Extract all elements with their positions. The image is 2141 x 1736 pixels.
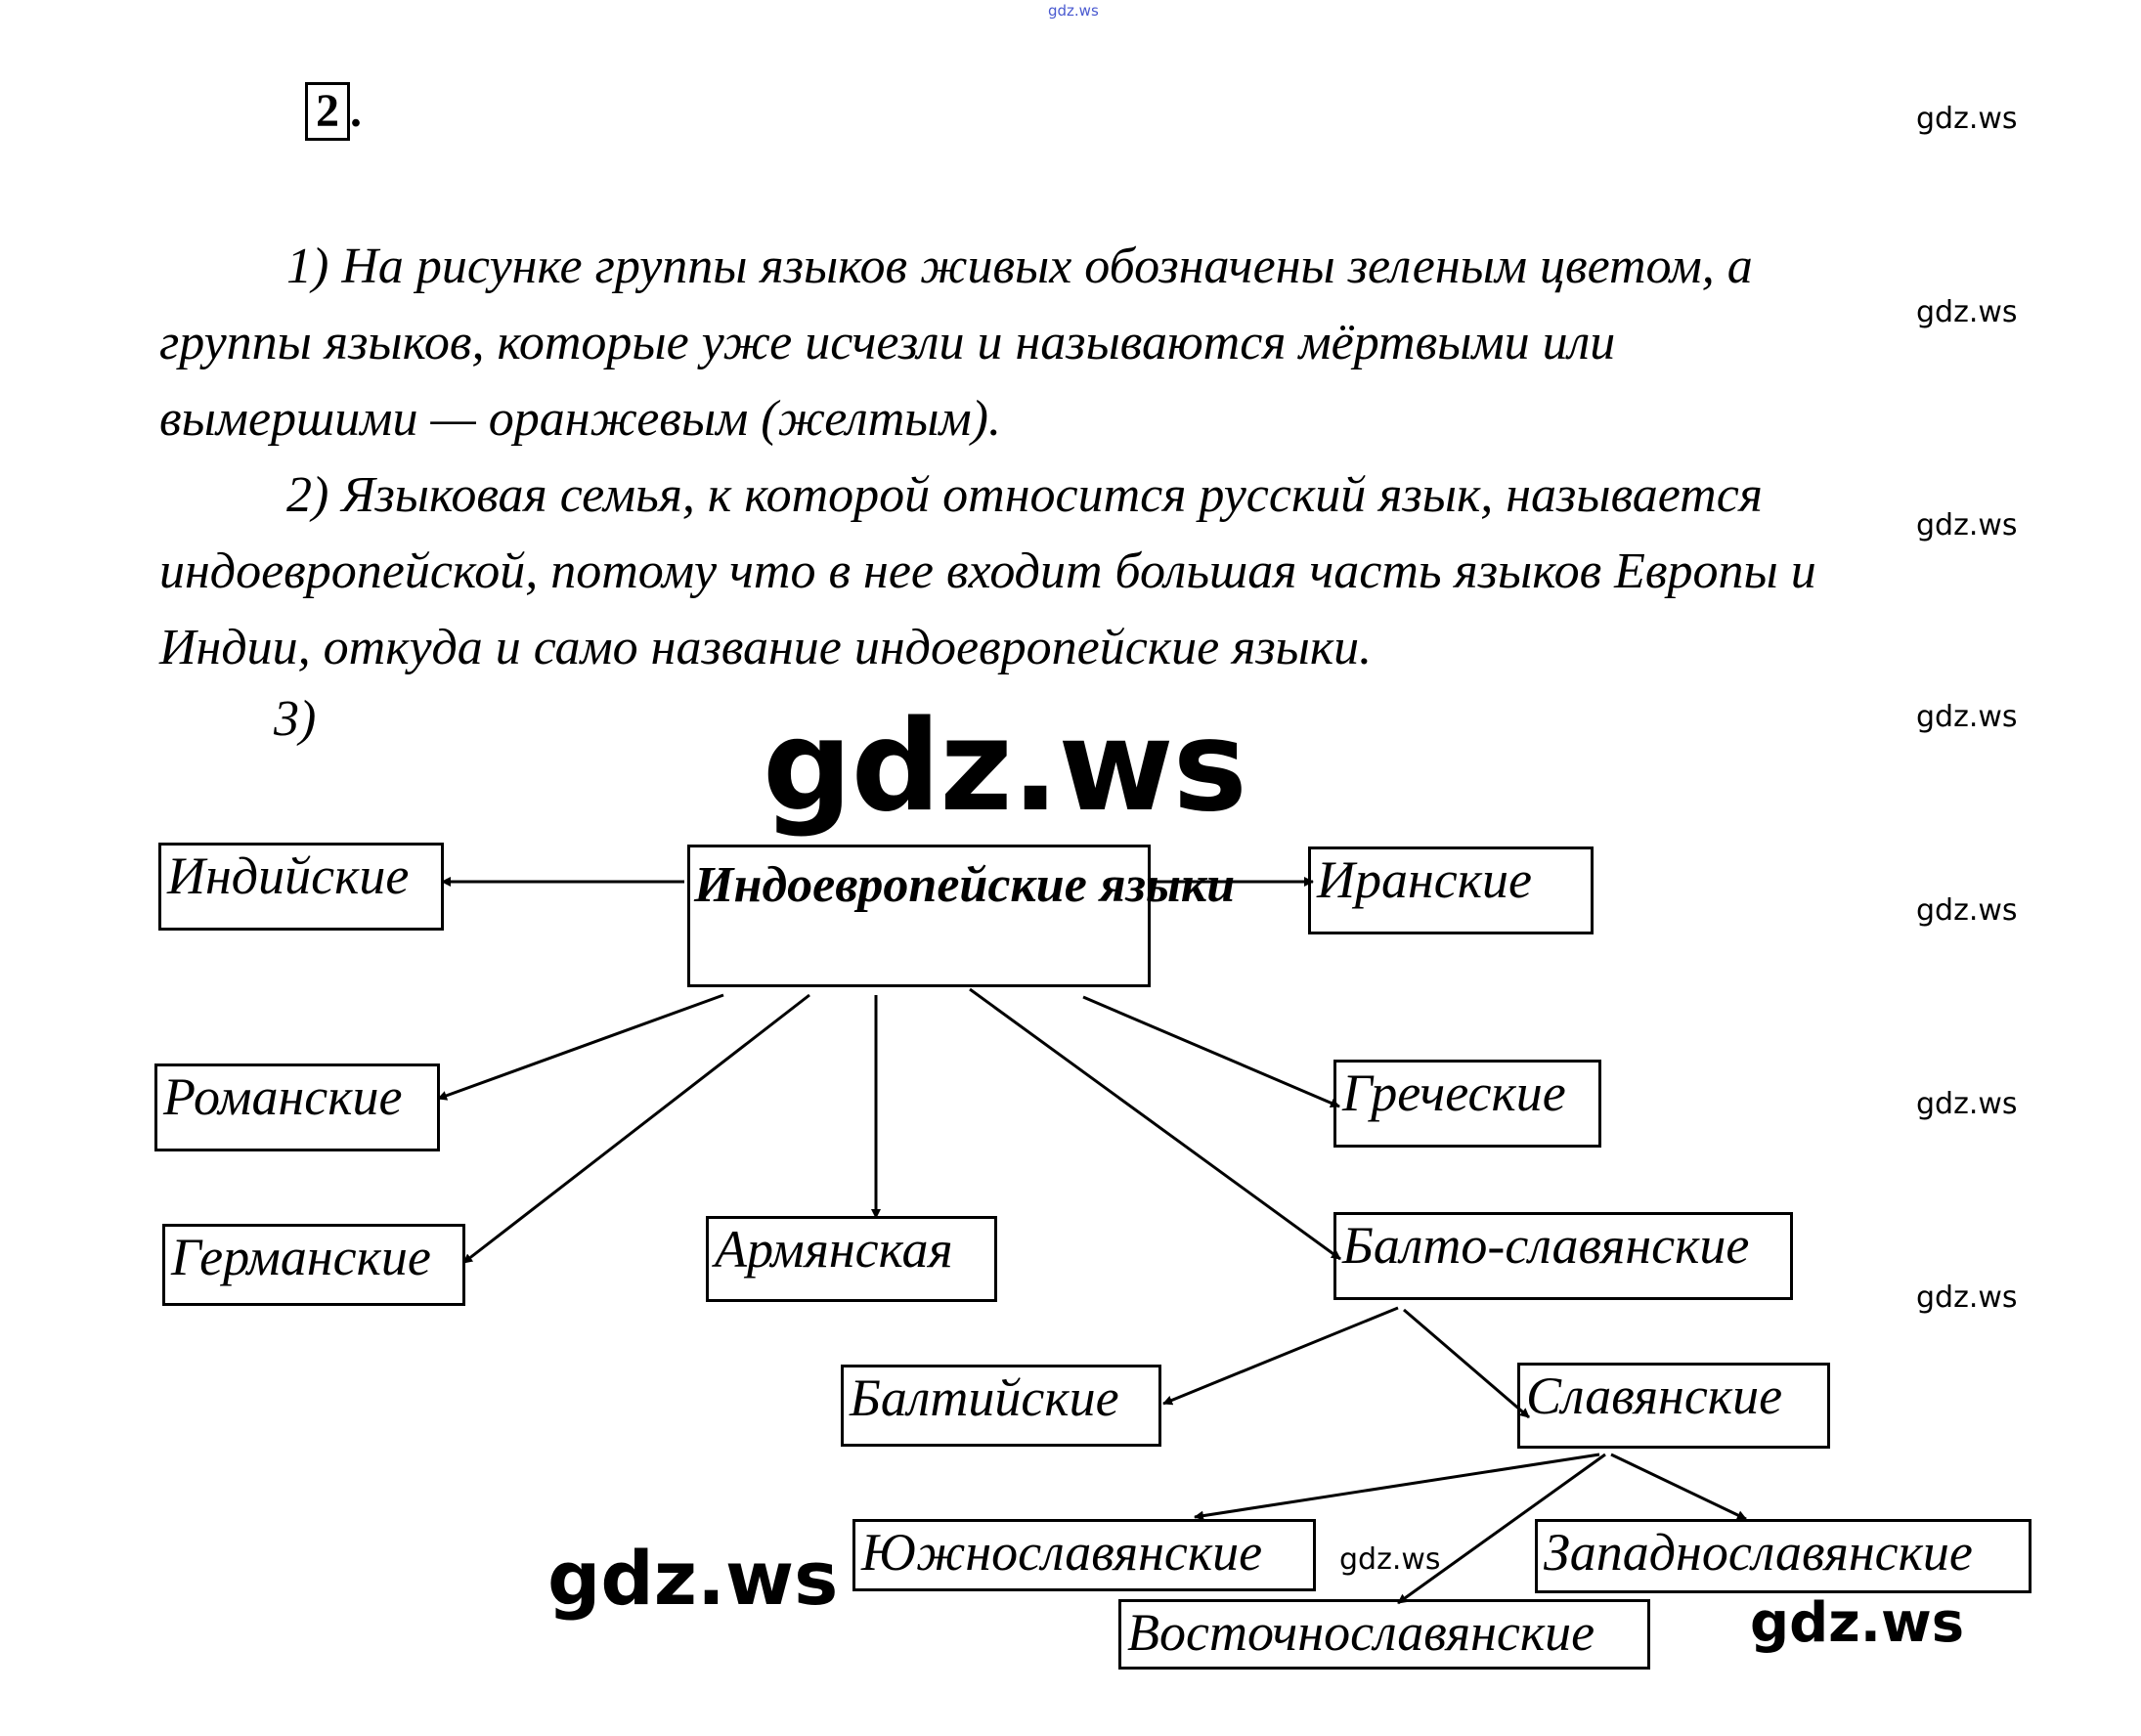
arrow-to-south-slavic [1195,1454,1599,1517]
watermark-side: gdz.ws [1916,102,2018,136]
node-armenian: Армянская [706,1216,997,1302]
node-iranian: Иранские [1308,846,1594,934]
node-slavic: Славянские [1517,1363,1830,1449]
node-balto-slavic: Балто-славянские [1333,1212,1793,1300]
arrow-to-baltic [1163,1308,1398,1404]
watermark-side: gdz.ws [1916,1280,2018,1315]
watermark-side: gdz.ws [1916,893,2018,928]
watermark-side: gdz.ws [1916,700,2018,734]
node-romance: Романские [154,1063,440,1151]
arrow-to-romance [438,995,723,1099]
node-germanic: Германские [162,1224,465,1306]
p2-line1: 2) Языковая семья, к которой относится русский язык, называется [286,467,1763,523]
arrow-to-west-slavic [1611,1454,1746,1519]
watermark-small-bottom: gdz.ws [1339,1542,1441,1577]
node-south-slavic: Южнославянские [852,1519,1316,1591]
arrow-to-slavic [1404,1310,1529,1417]
task-number-box: 2 [305,82,350,141]
task-number-dot: . [350,85,362,137]
arrow-to-greek [1083,997,1339,1107]
p1-line1: 1) На рисунке группы языков живых обозначены зеленым цветом, а [286,239,1753,294]
node-west-slavic: Западнославянские [1535,1519,2032,1593]
watermark-side: gdz.ws [1916,295,2018,329]
watermark-top: gdz.ws [1048,2,1099,20]
watermark-big-bottom-left: gdz.ws [547,1535,839,1622]
node-east-slavic: Восточнославянские [1118,1599,1650,1670]
watermark-bottom-right: gdz.ws [1750,1591,1965,1655]
p1-line2: группы языков, которые уже исчезли и называются мёртвыми или [159,315,1616,370]
node-baltic: Балтийские [841,1365,1161,1447]
watermark-big-center: gdz.ws [763,694,1246,840]
item-3-label: 3) [274,691,317,747]
watermark-side: gdz.ws [1916,1087,2018,1121]
p1-line3: вымершими — оранжевым (желтым). [159,391,1001,447]
node-indian: Индийские [158,843,444,931]
watermark-side: gdz.ws [1916,508,2018,542]
node-greek: Греческие [1333,1060,1601,1148]
node-indo-european: Индоевропейские языки [687,845,1151,987]
arrow-to-balto-slavic [970,989,1340,1259]
p2-line2: индоевропейской, потому что в нее входит большая часть языков Европы и [159,543,1816,599]
p2-line3: Индии, откуда и само название индоевропейские языки. [159,620,1373,675]
